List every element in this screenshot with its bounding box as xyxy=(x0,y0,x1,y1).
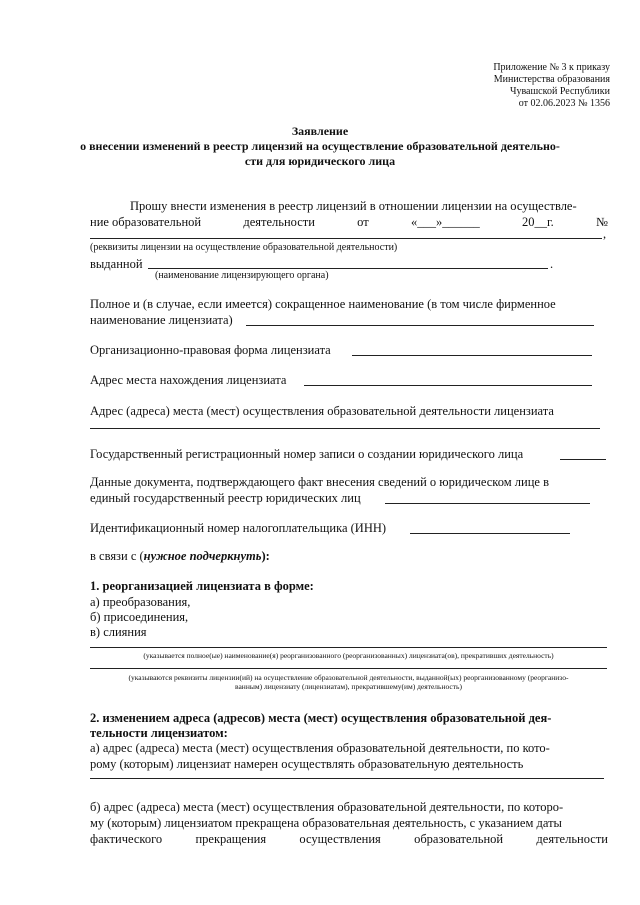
address-label: Адрес места нахождения лицензиата xyxy=(90,373,287,387)
activity-address-field[interactable] xyxy=(90,428,600,429)
termination-part-1: фактического xyxy=(90,832,163,846)
legal-form-label: Организационно-правовая форма лицензиата xyxy=(90,343,331,357)
full-name-field[interactable] xyxy=(246,325,594,326)
reorganized-license-caption-2: ванным) лицензиату (лицензиатам), прекратившему(им) деятельность) xyxy=(235,682,462,691)
license-details-caption: (реквизиты лицензии на осуществление образовательной деятельности) xyxy=(90,242,398,253)
section-2-option-a-line-1[interactable]: а) адрес (адреса) места (мест) осуществления образовательной деятельности, по кото- xyxy=(90,741,550,755)
licensing-authority-caption: (наименование лицензирующего органа) xyxy=(155,270,329,281)
full-name-label-2: наименование лицензиата) xyxy=(90,313,233,327)
termination-part-3: осуществления xyxy=(299,832,381,846)
request-part-6: № xyxy=(596,215,608,229)
inn-field[interactable] xyxy=(410,533,570,534)
reorganized-license-field[interactable] xyxy=(90,668,607,669)
request-part-5: 20__г. xyxy=(521,215,554,229)
order-reference-line-4: от 02.06.2023 № 1356 xyxy=(518,98,610,109)
ogrn-field[interactable] xyxy=(560,459,606,460)
request-line-2 xyxy=(90,214,608,230)
request-part-1: ние образовательной xyxy=(90,215,202,229)
termination-part-5: деятельности xyxy=(536,832,608,846)
section-2-option-b-line-3 xyxy=(90,831,608,847)
section-2-option-b-line-2: му (которым) лицензиатом прекращена образовательная деятельность, с указанием даты xyxy=(90,816,562,830)
order-reference-line-3: Чувашской Республики xyxy=(509,86,610,97)
order-reference-line-1: Приложение № 3 к приказу xyxy=(493,62,610,73)
issued-label: выданной xyxy=(90,257,143,271)
egrul-label-2: единый государственный реестр юридических лиц xyxy=(90,491,361,505)
address-field[interactable] xyxy=(304,385,592,386)
licensing-authority-field[interactable] xyxy=(148,268,548,269)
reason-emphasis: нужное подчеркнуть xyxy=(143,549,262,563)
section-1-option-b[interactable]: б) присоединения, xyxy=(90,610,189,624)
request-part-4: «___»______ xyxy=(410,215,480,229)
request-part-3: от xyxy=(357,215,369,229)
license-details-field[interactable] xyxy=(90,238,602,239)
order-reference xyxy=(493,62,610,110)
document-title xyxy=(0,124,640,169)
legal-form-field[interactable] xyxy=(352,355,592,356)
section-1-heading: 1. реорганизацией лицензиата в форме: xyxy=(90,579,314,593)
reason-line xyxy=(90,548,270,564)
egrul-field[interactable] xyxy=(385,503,590,504)
activity-address-label: Адрес (адреса) места (мест) осуществления образовательной деятельности лицензиата xyxy=(90,404,554,418)
section-2-option-a-line-2: рому (которым) лицензиат намерен осуществлять образовательную деятельность xyxy=(90,757,524,771)
new-address-field[interactable] xyxy=(90,778,604,779)
reorganized-name-field[interactable] xyxy=(90,647,607,648)
request-part-2: деятельности xyxy=(243,215,315,229)
reason-prefix: в связи с ( xyxy=(90,549,144,563)
document-title-line-1: Заявление xyxy=(291,124,349,138)
termination-part-2: прекращения xyxy=(195,832,267,846)
comma: , xyxy=(603,227,607,241)
section-2-heading-1: 2. изменением адреса (адресов) места (мест) осуществления образовательной дея- xyxy=(90,711,552,725)
reason-suffix: ): xyxy=(261,549,270,563)
section-2-heading-2: тельности лицензиатом: xyxy=(90,726,228,740)
inn-label: Идентификационный номер налогоплательщика (ИНН) xyxy=(90,521,387,535)
reorganized-name-caption: (указывается полное(ые) наименование(я) реорганизованного (реорганизованных) лицензиата(ов), прекративших деятельность) xyxy=(143,651,554,660)
reorganized-license-caption-1: (указываются реквизиты лицензии(ий) на осуществление образовательной деятельности, выданной(ых) реорганизованному (реорганизо- xyxy=(128,673,569,682)
ogrn-label: Государственный регистрационный номер записи о создании юридического лица xyxy=(90,447,524,461)
full-name-label-1: Полное и (в случае, если имеется) сокращенное наименование (в том числе фирменное xyxy=(90,297,556,311)
issued-dot: . xyxy=(550,257,554,271)
section-1-option-a[interactable]: а) преобразования, xyxy=(90,595,191,609)
document-title-line-3: сти для юридического лица xyxy=(244,154,396,168)
egrul-label-1: Данные документа, подтверждающего факт внесения сведений о юридическом лице в xyxy=(90,475,549,489)
termination-part-4: образовательной xyxy=(414,832,504,846)
section-1-option-c[interactable]: в) слияния xyxy=(90,625,147,639)
section-2-option-b-line-1[interactable]: б) адрес (адреса) места (мест) осуществления образовательной деятельности, по которо- xyxy=(90,800,564,814)
order-reference-line-2: Министерства образования xyxy=(493,74,610,85)
request-line-1: Прошу внести изменения в реестр лицензий в отношении лицензии на осуществле- xyxy=(130,199,577,213)
document-title-line-2: о внесении изменений в реестр лицензий на осуществление образовательной деятельно- xyxy=(80,139,560,153)
